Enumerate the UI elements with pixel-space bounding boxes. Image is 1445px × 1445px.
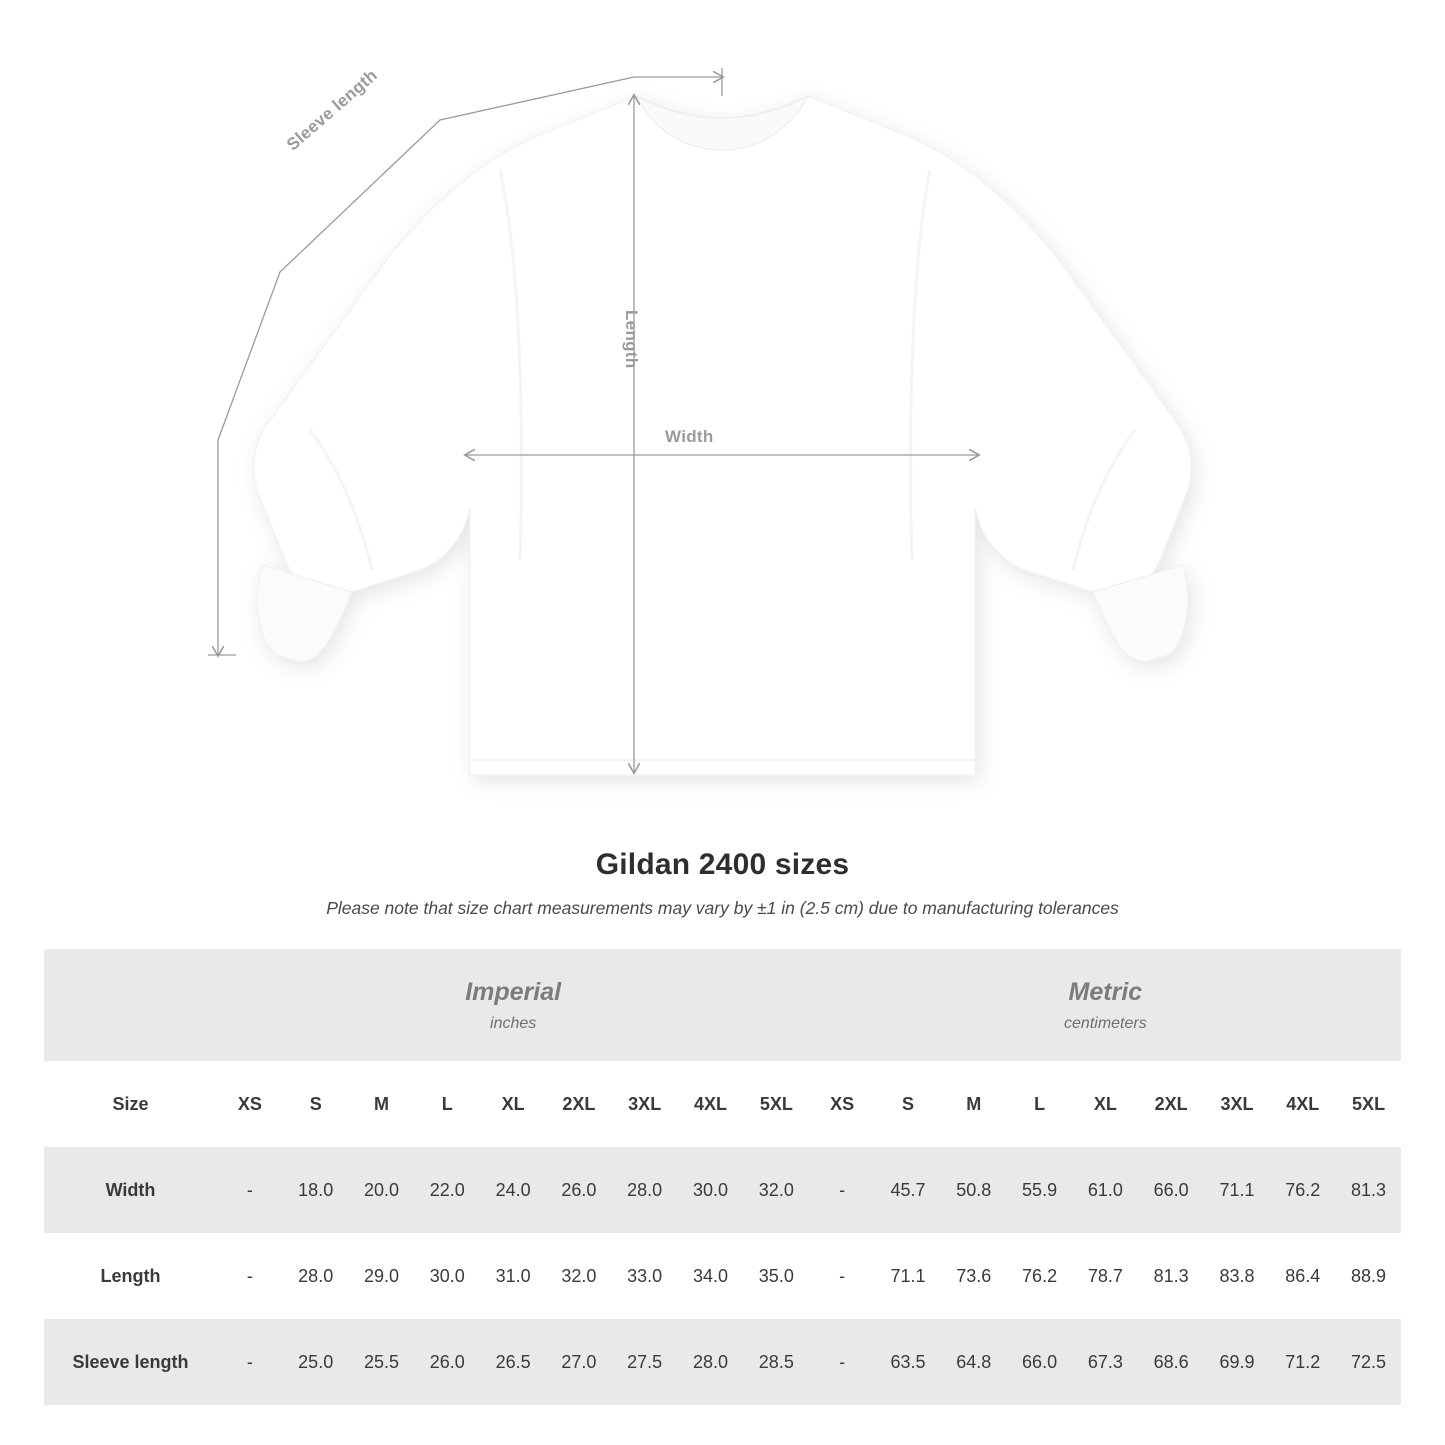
cell: 25.0 [283, 1319, 349, 1405]
size-chart-table-wrap [44, 949, 1401, 1405]
table-row [44, 1233, 1401, 1319]
size-col-header: 4XL [678, 1061, 744, 1147]
row-label-width: Width [44, 1147, 217, 1233]
size-col-header: 3XL [612, 1061, 678, 1147]
imperial-label: Imperial [465, 977, 562, 1006]
size-col-header: S [875, 1061, 941, 1147]
size-col-header: XS [809, 1061, 875, 1147]
cell: 69.9 [1204, 1319, 1270, 1405]
cell: 32.0 [561, 1265, 597, 1286]
table-row [44, 1147, 1401, 1233]
cell: - [809, 1147, 875, 1233]
cell: 20.0 [349, 1147, 415, 1233]
shirt-shape [254, 96, 1192, 775]
unit-group-metric [809, 949, 1401, 1061]
size-col-header: XL [1072, 1061, 1138, 1147]
cell: 18.0 [283, 1147, 349, 1233]
size-col-header: M [349, 1061, 415, 1147]
cell: 33.0 [627, 1265, 663, 1286]
cell: 34.0 [692, 1265, 728, 1286]
cell: 81.3 [1153, 1265, 1189, 1286]
cell: 76.2 [1022, 1265, 1058, 1286]
cell: 28.5 [743, 1319, 809, 1405]
cell: 30.0 [429, 1265, 465, 1286]
size-col-header: XL [480, 1061, 546, 1147]
cell: 76.2 [1270, 1147, 1336, 1233]
cell: 68.6 [1138, 1319, 1204, 1405]
row-header-size: Size [44, 1061, 217, 1147]
cell: 71.1 [1204, 1147, 1270, 1233]
size-col-header: 2XL [546, 1061, 612, 1147]
cell: - [839, 1265, 846, 1286]
cell: 86.4 [1285, 1265, 1321, 1286]
imperial-sublabel: inches [490, 1014, 537, 1032]
table-row [44, 1319, 1401, 1405]
cell: 55.9 [1007, 1147, 1073, 1233]
size-col-header: S [283, 1061, 349, 1147]
cell: 25.5 [349, 1319, 415, 1405]
cell: 32.0 [743, 1147, 809, 1233]
size-col-header: 4XL [1270, 1061, 1336, 1147]
row-label-length: Length [100, 1265, 161, 1286]
cell: 28.0 [612, 1147, 678, 1233]
cell: 27.5 [612, 1319, 678, 1405]
cell: 67.3 [1072, 1319, 1138, 1405]
metric-label: Metric [1068, 977, 1143, 1006]
cell: 66.0 [1007, 1319, 1073, 1405]
cell: 26.0 [546, 1147, 612, 1233]
unit-header-spacer [44, 949, 217, 1061]
cell: 27.0 [546, 1319, 612, 1405]
cell: 81.3 [1336, 1147, 1402, 1233]
cell: - [809, 1319, 875, 1405]
cell: 31.0 [495, 1265, 531, 1286]
size-col-header: 2XL [1138, 1061, 1204, 1147]
cell: 64.8 [941, 1319, 1007, 1405]
page-title: Gildan 2400 sizes [595, 848, 850, 881]
cell: - [217, 1147, 283, 1233]
size-chart-table [44, 949, 1401, 1405]
cell: 28.0 [678, 1319, 744, 1405]
cell: 63.5 [875, 1319, 941, 1405]
row-label-sleeve-length: Sleeve length [44, 1319, 217, 1405]
size-col-header: M [941, 1061, 1007, 1147]
cell: 28.0 [298, 1265, 334, 1286]
cell: 66.0 [1138, 1147, 1204, 1233]
size-col-header: 5XL [743, 1061, 809, 1147]
unit-header-row [44, 949, 1401, 1061]
cell: 72.5 [1336, 1319, 1402, 1405]
cell: 45.7 [875, 1147, 941, 1233]
cell: 71.1 [890, 1265, 926, 1286]
cell: 73.6 [956, 1265, 992, 1286]
metric-sublabel: centimeters [1064, 1014, 1147, 1032]
size-header-row [44, 1061, 1401, 1147]
sleeve-length-dimension-label: Sleeve length [283, 65, 382, 155]
cell: - [217, 1319, 283, 1405]
chart-title-block [0, 848, 1445, 919]
unit-group-imperial [217, 949, 809, 1061]
tolerance-note: Please note that size chart measurements may vary by ±1 in (2.5 cm) due to manufacturing tolerances [326, 898, 1119, 918]
cell: - [246, 1265, 253, 1286]
cell: 61.0 [1072, 1147, 1138, 1233]
cell: 71.2 [1270, 1319, 1336, 1405]
size-col-header: XS [217, 1061, 283, 1147]
cell: 78.7 [1087, 1265, 1123, 1286]
cell: 26.5 [480, 1319, 546, 1405]
size-col-header: 3XL [1204, 1061, 1270, 1147]
cell: 26.0 [414, 1319, 480, 1405]
cell: 50.8 [941, 1147, 1007, 1233]
cell: 22.0 [414, 1147, 480, 1233]
length-dimension-label: Length [622, 310, 641, 369]
cell: 29.0 [363, 1265, 400, 1286]
cell: 88.9 [1351, 1265, 1387, 1286]
cell: 24.0 [480, 1147, 546, 1233]
cell: 30.0 [678, 1147, 744, 1233]
size-col-header: L [1007, 1061, 1073, 1147]
width-dimension-label: Width [665, 427, 714, 446]
cell: 83.8 [1219, 1265, 1255, 1286]
size-col-header: L [414, 1061, 480, 1147]
size-col-header: 5XL [1336, 1061, 1402, 1147]
cell: 35.0 [758, 1265, 794, 1286]
